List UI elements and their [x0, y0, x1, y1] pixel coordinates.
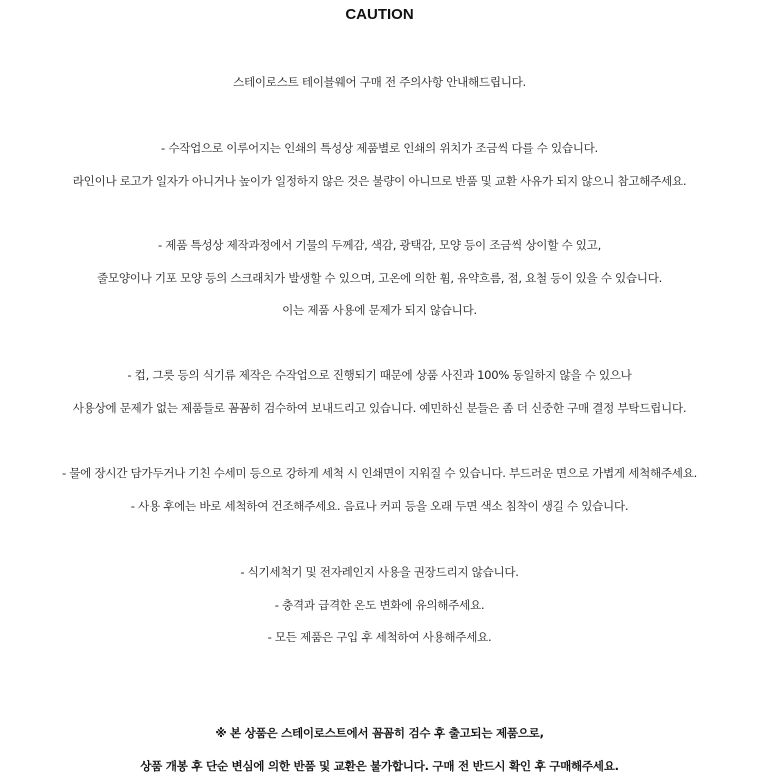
section-5-line-2: - 충격과 급격한 온도 변화에 유의해주세요. — [274, 598, 485, 612]
notice-line-2: 상품 개봉 후 단순 변심에 의한 반품 및 교환은 불가합니다. 구매 전 반드시 확인 후 구매해주세요. — [140, 759, 619, 773]
notice-line-1: ※ 본 상품은 스테이로스트에서 꼼꼼히 검수 후 출고되는 제품으로, — [215, 726, 544, 740]
section-5-line-3: - 모든 제품은 구입 후 세척하여 사용해주세요. — [267, 630, 492, 644]
intro-text: 스테이로스트 테이블웨어 구매 전 주의사항 안내해드립니다. — [233, 75, 526, 89]
section-2-line-2: 줄모양이나 기포 모양 등의 스크래치가 발생할 수 있으며, 고온에 의한 휨, 유약흐름, 점, 요철 등이 있을 수 있습니다. — [97, 271, 662, 285]
section-2-line-1: - 제품 특성상 제작과정에서 기물의 두께감, 색감, 광택감, 모양 등이 조금씩 상이할 수 있고, — [158, 238, 601, 252]
section-2-line-3: 이는 제품 사용에 문제가 되지 않습니다. — [282, 303, 477, 317]
page-title: CAUTION — [345, 6, 414, 23]
section-1-line-1: - 수작업으로 이루어지는 인쇄의 특성상 제품별로 인쇄의 위치가 조금씩 다를 수 있습니다. — [161, 141, 598, 155]
section-5-line-1: - 식기세척기 및 전자레인지 사용을 권장드리지 않습니다. — [240, 565, 519, 579]
section-4-line-1: - 물에 장시간 담가두거나 기친 수세미 등으로 강하게 세척 시 인쇄면이 지워질 수 있습니다. 부드러운 면으로 가볍게 세척해주세요. — [62, 466, 697, 480]
section-3-line-1: - 컵, 그릇 등의 식기류 제작은 수작업으로 진행되기 때문에 상품 사진과 100% 동일하지 않을 수 있으나 — [127, 368, 632, 382]
section-1-line-2: 라인이나 로고가 일자가 아니거나 높이가 일정하지 않은 것은 불량이 아니므로 반품 및 교환 사유가 되지 않으니 참고해주세요. — [72, 174, 687, 188]
section-3-line-2: 사용상에 문제가 없는 제품들로 꼼꼼히 검수하여 보내드리고 있습니다. 예민하신 분들은 좀 더 신중한 구매 결정 부탁드립니다. — [72, 401, 687, 415]
section-4-line-2: - 사용 후에는 바로 세척하여 건조해주세요. 음료나 커피 등을 오래 두면 색소 침착이 생길 수 있습니다. — [130, 499, 629, 513]
